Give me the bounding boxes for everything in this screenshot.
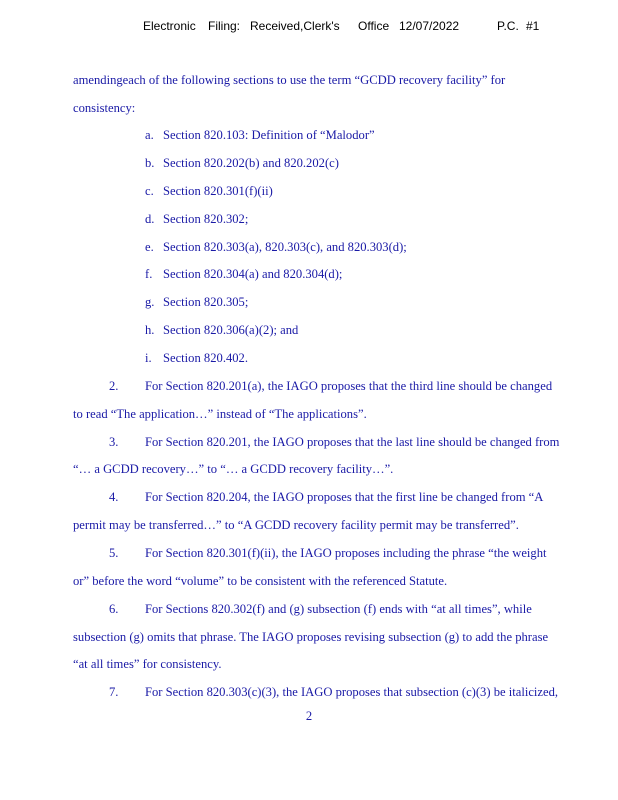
header-date: 12/07/2022	[399, 19, 460, 33]
intro-line-1: amendingeach of the following sections to use the term “GCDD recovery facility” for	[73, 73, 506, 87]
list-marker: b.	[145, 156, 155, 170]
list-item-text: Section 820.301(f)(ii)	[163, 184, 273, 198]
list-marker: e.	[145, 240, 154, 254]
list-item-text: Section 820.103: Definition of “Malodor”	[163, 128, 375, 142]
list-item-text: Section 820.303(a), 820.303(c), and 820.303(d);	[163, 240, 407, 254]
page-number: 2	[305, 709, 313, 723]
paragraph-number: 7.	[109, 685, 119, 699]
list-marker: g.	[145, 295, 155, 309]
paragraph-number: 3.	[109, 435, 119, 449]
paragraph-line: For Sections 820.302(f) and (g) subsection (f) ends with “at all times”, while	[145, 602, 532, 616]
list-item-text: Section 820.302;	[163, 212, 249, 226]
intro-line-2: consistency:	[73, 101, 136, 115]
paragraph-line: For Section 820.303(c)(3), the IAGO proposes that subsection (c)(3) be italicized,	[145, 685, 559, 699]
list-marker: i.	[145, 351, 152, 365]
paragraph-line: For Section 820.201, the IAGO proposes that the last line should be changed from	[145, 435, 560, 449]
header-filing: Filing:	[208, 19, 241, 33]
paragraph-line: “… a GCDD recovery…” to “… a GCDD recovery facility…”.	[73, 462, 394, 476]
paragraph-line: For Section 820.201(a), the IAGO proposes that the third line should be changed	[145, 379, 553, 393]
list-marker: h.	[145, 323, 155, 337]
paragraph-number: 2.	[109, 379, 119, 393]
list-marker: c.	[145, 184, 154, 198]
header-office: Office	[358, 19, 390, 33]
paragraph-line: For Section 820.301(f)(ii), the IAGO proposes including the phrase “the weight	[145, 546, 547, 560]
filing-header	[0, 19, 618, 37]
paragraph-line: For Section 820.204, the IAGO proposes that the first line be changed from “A	[145, 490, 544, 504]
paragraph-line: or” before the word “volume” to be consistent with the referenced Statute.	[73, 574, 448, 588]
paragraph-line: permit may be transferred…” to “A GCDD recovery facility permit may be transferred”.	[73, 518, 519, 532]
list-item-text: Section 820.202(b) and 820.202(c)	[163, 156, 339, 170]
paragraph-number: 6.	[109, 602, 119, 616]
header-received: Received,Clerk's	[250, 19, 340, 33]
list-item-text: Section 820.306(a)(2); and	[163, 323, 299, 337]
list-marker: d.	[145, 212, 155, 226]
header-electronic: Electronic	[143, 19, 196, 33]
list-item-text: Section 820.304(a) and 820.304(d);	[163, 267, 343, 281]
list-item-text: Section 820.305;	[163, 295, 249, 309]
paragraph-number: 5.	[109, 546, 119, 560]
list-marker: a.	[145, 128, 154, 142]
paragraph-line: subsection (g) omits that phrase. The IAGO proposes revising subsection (g) to add the phrase	[73, 630, 549, 644]
paragraph-number: 4.	[109, 490, 119, 504]
paragraph-line: “at all times” for consistency.	[73, 657, 222, 671]
paragraph-line: to read “The application…” instead of “The applications”.	[73, 407, 367, 421]
list-item-text: Section 820.402.	[163, 351, 249, 365]
header-pc: P.C.	[497, 19, 519, 33]
header-pc-number: #1	[526, 19, 540, 33]
list-marker: f.	[145, 267, 153, 281]
